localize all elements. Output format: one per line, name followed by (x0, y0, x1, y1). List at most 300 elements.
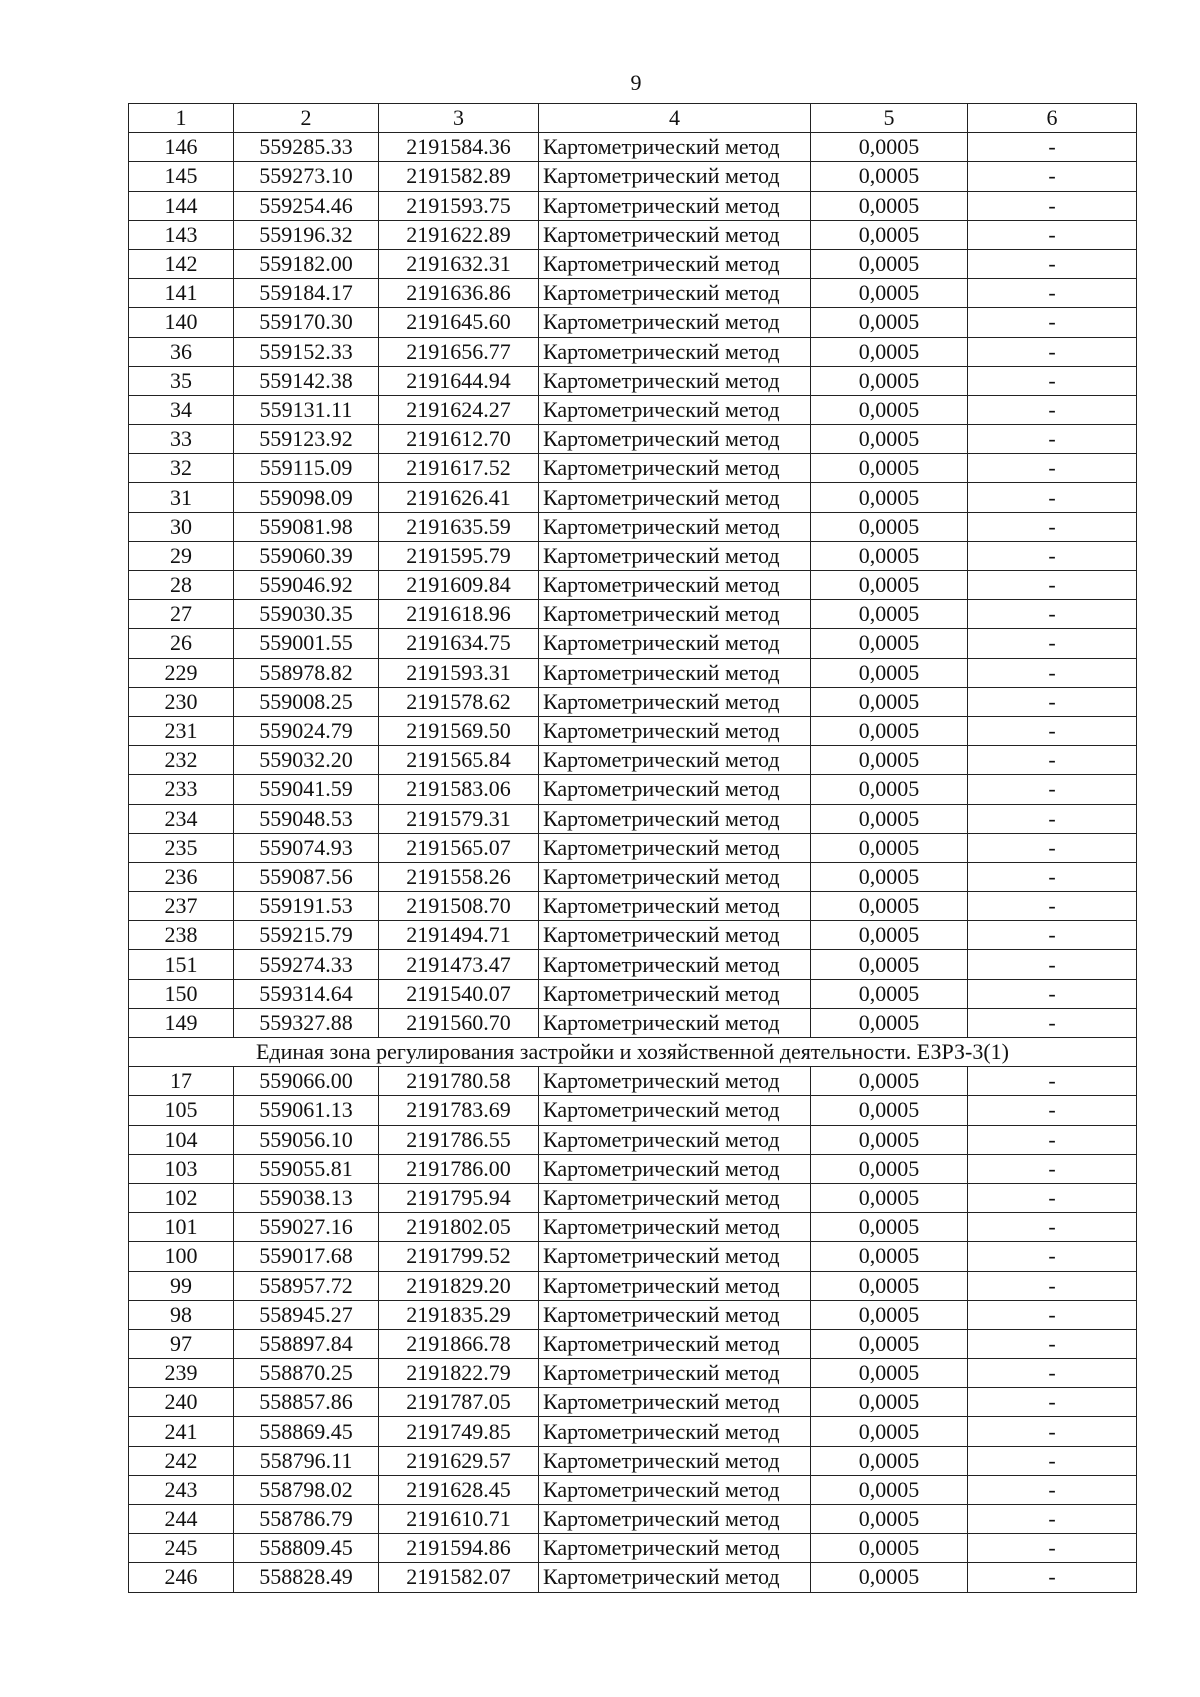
table-row (129, 862, 1137, 891)
note-cell: - (968, 483, 1137, 512)
accuracy-cell: 0,0005 (811, 395, 968, 424)
point-number-cell: 242 (129, 1446, 234, 1475)
table-row (129, 1505, 1137, 1534)
note-cell: - (968, 1154, 1137, 1183)
table-row (129, 1125, 1137, 1154)
method-cell: Картометрический метод (539, 571, 811, 600)
point-number-cell: 238 (129, 921, 234, 950)
accuracy-cell: 0,0005 (811, 950, 968, 979)
coordinate-y-cell: 2191656.77 (379, 337, 539, 366)
note-cell: - (968, 1183, 1137, 1212)
table-row (129, 629, 1137, 658)
coordinate-y-cell: 2191508.70 (379, 892, 539, 921)
point-number-cell: 17 (129, 1067, 234, 1096)
note-cell: - (968, 746, 1137, 775)
point-number-cell: 97 (129, 1329, 234, 1358)
point-number-cell: 231 (129, 716, 234, 745)
accuracy-cell: 0,0005 (811, 279, 968, 308)
coordinate-y-cell: 2191565.07 (379, 833, 539, 862)
note-cell: - (968, 1417, 1137, 1446)
note-cell: - (968, 833, 1137, 862)
method-cell: Картометрический метод (539, 279, 811, 308)
method-cell: Картометрический метод (539, 1359, 811, 1388)
coordinate-x-cell: 558870.25 (234, 1359, 379, 1388)
coordinate-y-cell: 2191584.36 (379, 133, 539, 162)
table-row (129, 804, 1137, 833)
point-number-cell: 28 (129, 571, 234, 600)
point-number-cell: 244 (129, 1505, 234, 1534)
coordinate-x-cell: 559017.68 (234, 1242, 379, 1271)
method-cell: Картометрический метод (539, 775, 811, 804)
note-cell: - (968, 1329, 1137, 1358)
point-number-cell: 34 (129, 395, 234, 424)
table-row (129, 1388, 1137, 1417)
point-number-cell: 32 (129, 454, 234, 483)
point-number-cell: 105 (129, 1096, 234, 1125)
accuracy-cell: 0,0005 (811, 571, 968, 600)
coordinate-x-cell: 559056.10 (234, 1125, 379, 1154)
coordinate-x-cell: 559055.81 (234, 1154, 379, 1183)
note-cell: - (968, 337, 1137, 366)
accuracy-cell: 0,0005 (811, 1534, 968, 1563)
table-row (129, 1067, 1137, 1096)
table-row (129, 454, 1137, 483)
coordinate-x-cell: 558857.86 (234, 1388, 379, 1417)
coordinate-y-cell: 2191618.96 (379, 600, 539, 629)
note-cell: - (968, 716, 1137, 745)
coordinate-y-cell: 2191632.31 (379, 249, 539, 278)
method-cell: Картометрический метод (539, 1213, 811, 1242)
accuracy-cell: 0,0005 (811, 1154, 968, 1183)
column-header: 4 (539, 104, 811, 133)
accuracy-cell: 0,0005 (811, 249, 968, 278)
accuracy-cell: 0,0005 (811, 892, 968, 921)
point-number-cell: 140 (129, 308, 234, 337)
point-number-cell: 151 (129, 950, 234, 979)
note-cell: - (968, 1008, 1137, 1037)
point-number-cell: 141 (129, 279, 234, 308)
coordinate-x-cell: 559066.00 (234, 1067, 379, 1096)
coordinate-y-cell: 2191799.52 (379, 1242, 539, 1271)
coordinate-y-cell: 2191595.79 (379, 541, 539, 570)
note-cell: - (968, 220, 1137, 249)
accuracy-cell: 0,0005 (811, 862, 968, 891)
coordinate-y-cell: 2191780.58 (379, 1067, 539, 1096)
point-number-cell: 29 (129, 541, 234, 570)
table-row (129, 1300, 1137, 1329)
table-row (129, 1417, 1137, 1446)
table-row (129, 308, 1137, 337)
note-cell: - (968, 571, 1137, 600)
method-cell: Картометрический метод (539, 804, 811, 833)
accuracy-cell: 0,0005 (811, 833, 968, 862)
method-cell: Картометрический метод (539, 629, 811, 658)
method-cell: Картометрический метод (539, 1154, 811, 1183)
table-row (129, 1446, 1137, 1475)
point-number-cell: 245 (129, 1534, 234, 1563)
method-cell: Картометрический метод (539, 979, 811, 1008)
table-row (129, 541, 1137, 570)
method-cell: Картометрический метод (539, 366, 811, 395)
note-cell: - (968, 1388, 1137, 1417)
point-number-cell: 98 (129, 1300, 234, 1329)
note-cell: - (968, 1067, 1137, 1096)
coordinate-y-cell: 2191558.26 (379, 862, 539, 891)
coordinate-y-cell: 2191829.20 (379, 1271, 539, 1300)
coordinate-y-cell: 2191822.79 (379, 1359, 539, 1388)
accuracy-cell: 0,0005 (811, 191, 968, 220)
table-row (129, 279, 1137, 308)
point-number-cell: 235 (129, 833, 234, 862)
accuracy-cell: 0,0005 (811, 1563, 968, 1592)
note-cell: - (968, 600, 1137, 629)
method-cell: Картометрический метод (539, 716, 811, 745)
point-number-cell: 144 (129, 191, 234, 220)
accuracy-cell: 0,0005 (811, 1359, 968, 1388)
method-cell: Картометрический метод (539, 1563, 811, 1592)
table-row (129, 1183, 1137, 1212)
point-number-cell: 102 (129, 1183, 234, 1212)
accuracy-cell: 0,0005 (811, 1271, 968, 1300)
coordinate-y-cell: 2191569.50 (379, 716, 539, 745)
method-cell: Картометрический метод (539, 1008, 811, 1037)
accuracy-cell: 0,0005 (811, 1096, 968, 1125)
table-row (129, 133, 1137, 162)
table-row (129, 1213, 1137, 1242)
method-cell: Картометрический метод (539, 1417, 811, 1446)
coordinate-y-cell: 2191609.84 (379, 571, 539, 600)
method-cell: Картометрический метод (539, 541, 811, 570)
point-number-cell: 99 (129, 1271, 234, 1300)
point-number-cell: 35 (129, 366, 234, 395)
coordinate-x-cell: 559041.59 (234, 775, 379, 804)
accuracy-cell: 0,0005 (811, 775, 968, 804)
coordinate-x-cell: 559027.16 (234, 1213, 379, 1242)
coordinate-x-cell: 559182.00 (234, 249, 379, 278)
coordinate-y-cell: 2191635.59 (379, 512, 539, 541)
table-row (129, 483, 1137, 512)
accuracy-cell: 0,0005 (811, 687, 968, 716)
coordinate-x-cell: 559274.33 (234, 950, 379, 979)
accuracy-cell: 0,0005 (811, 1125, 968, 1154)
accuracy-cell: 0,0005 (811, 1475, 968, 1504)
table-row (129, 395, 1137, 424)
coordinate-x-cell: 559098.09 (234, 483, 379, 512)
note-cell: - (968, 892, 1137, 921)
accuracy-cell: 0,0005 (811, 512, 968, 541)
coordinate-y-cell: 2191610.71 (379, 1505, 539, 1534)
table-row (129, 716, 1137, 745)
table-row (129, 950, 1137, 979)
coordinates-table (128, 103, 1137, 1593)
method-cell: Картометрический метод (539, 395, 811, 424)
accuracy-cell: 0,0005 (811, 133, 968, 162)
accuracy-cell: 0,0005 (811, 483, 968, 512)
method-cell: Картометрический метод (539, 1475, 811, 1504)
table-row (129, 191, 1137, 220)
point-number-cell: 241 (129, 1417, 234, 1446)
accuracy-cell: 0,0005 (811, 1446, 968, 1475)
method-cell: Картометрический метод (539, 892, 811, 921)
accuracy-cell: 0,0005 (811, 337, 968, 366)
method-cell: Картометрический метод (539, 1505, 811, 1534)
coordinate-x-cell: 558897.84 (234, 1329, 379, 1358)
method-cell: Картометрический метод (539, 220, 811, 249)
coordinate-y-cell: 2191636.86 (379, 279, 539, 308)
column-header: 5 (811, 104, 968, 133)
point-number-cell: 100 (129, 1242, 234, 1271)
coordinate-y-cell: 2191787.05 (379, 1388, 539, 1417)
coordinate-x-cell: 558978.82 (234, 658, 379, 687)
coordinate-y-cell: 2191494.71 (379, 921, 539, 950)
note-cell: - (968, 979, 1137, 1008)
table-row (129, 1271, 1137, 1300)
note-cell: - (968, 1096, 1137, 1125)
table-row (129, 1534, 1137, 1563)
coordinate-x-cell: 559115.09 (234, 454, 379, 483)
coordinate-x-cell: 559061.13 (234, 1096, 379, 1125)
point-number-cell: 239 (129, 1359, 234, 1388)
accuracy-cell: 0,0005 (811, 1505, 968, 1534)
note-cell: - (968, 133, 1137, 162)
coordinate-x-cell: 559074.93 (234, 833, 379, 862)
method-cell: Картометрический метод (539, 746, 811, 775)
table-row (129, 892, 1137, 921)
column-header: 3 (379, 104, 539, 133)
method-cell: Картометрический метод (539, 600, 811, 629)
accuracy-cell: 0,0005 (811, 1213, 968, 1242)
coordinate-y-cell: 2191540.07 (379, 979, 539, 1008)
accuracy-cell: 0,0005 (811, 979, 968, 1008)
coordinate-y-cell: 2191617.52 (379, 454, 539, 483)
coordinate-x-cell: 559060.39 (234, 541, 379, 570)
coordinate-x-cell: 559314.64 (234, 979, 379, 1008)
method-cell: Картометрический метод (539, 1388, 811, 1417)
point-number-cell: 142 (129, 249, 234, 278)
table-row (129, 571, 1137, 600)
accuracy-cell: 0,0005 (811, 220, 968, 249)
note-cell: - (968, 366, 1137, 395)
point-number-cell: 31 (129, 483, 234, 512)
note-cell: - (968, 921, 1137, 950)
table-row (129, 1008, 1137, 1037)
note-cell: - (968, 1300, 1137, 1329)
coordinate-y-cell: 2191634.75 (379, 629, 539, 658)
method-cell: Картометрический метод (539, 162, 811, 191)
coordinate-x-cell: 559032.20 (234, 746, 379, 775)
method-cell: Картометрический метод (539, 512, 811, 541)
table-row (129, 1563, 1137, 1592)
note-cell: - (968, 395, 1137, 424)
coordinate-y-cell: 2191835.29 (379, 1300, 539, 1329)
column-header: 6 (968, 104, 1137, 133)
accuracy-cell: 0,0005 (811, 1388, 968, 1417)
coordinate-y-cell: 2191802.05 (379, 1213, 539, 1242)
coordinate-x-cell: 559123.92 (234, 425, 379, 454)
method-cell: Картометрический метод (539, 308, 811, 337)
method-cell: Картометрический метод (539, 454, 811, 483)
note-cell: - (968, 1242, 1137, 1271)
table-row (129, 921, 1137, 950)
header-row (129, 104, 1137, 133)
coordinate-y-cell: 2191593.31 (379, 658, 539, 687)
method-cell: Картометрический метод (539, 921, 811, 950)
accuracy-cell: 0,0005 (811, 425, 968, 454)
accuracy-cell: 0,0005 (811, 600, 968, 629)
table-row (129, 746, 1137, 775)
table-row (129, 1154, 1137, 1183)
coordinate-x-cell: 559170.30 (234, 308, 379, 337)
point-number-cell: 240 (129, 1388, 234, 1417)
point-number-cell: 229 (129, 658, 234, 687)
coordinate-y-cell: 2191795.94 (379, 1183, 539, 1212)
section-title: Единая зона регулирования застройки и хозяйственной деятельности. ЕЗРЗ-3(1) (129, 1038, 1137, 1067)
coordinate-y-cell: 2191560.70 (379, 1008, 539, 1037)
coordinate-y-cell: 2191612.70 (379, 425, 539, 454)
method-cell: Картометрический метод (539, 862, 811, 891)
section-row (129, 1038, 1137, 1067)
accuracy-cell: 0,0005 (811, 162, 968, 191)
accuracy-cell: 0,0005 (811, 366, 968, 395)
accuracy-cell: 0,0005 (811, 921, 968, 950)
coordinate-x-cell: 559196.32 (234, 220, 379, 249)
coordinate-x-cell: 558945.27 (234, 1300, 379, 1329)
point-number-cell: 104 (129, 1125, 234, 1154)
table-row (129, 1329, 1137, 1358)
note-cell: - (968, 687, 1137, 716)
accuracy-cell: 0,0005 (811, 1417, 968, 1446)
coordinate-x-cell: 558796.11 (234, 1446, 379, 1475)
note-cell: - (968, 629, 1137, 658)
method-cell: Картометрический метод (539, 950, 811, 979)
note-cell: - (968, 775, 1137, 804)
coordinate-y-cell: 2191626.41 (379, 483, 539, 512)
point-number-cell: 26 (129, 629, 234, 658)
coordinate-x-cell: 559008.25 (234, 687, 379, 716)
coordinate-x-cell: 558786.79 (234, 1505, 379, 1534)
table-row (129, 658, 1137, 687)
table-row (129, 833, 1137, 862)
method-cell: Картометрический метод (539, 191, 811, 220)
method-cell: Картометрический метод (539, 133, 811, 162)
table-row (129, 512, 1137, 541)
accuracy-cell: 0,0005 (811, 541, 968, 570)
note-cell: - (968, 249, 1137, 278)
column-header: 1 (129, 104, 234, 133)
accuracy-cell: 0,0005 (811, 629, 968, 658)
coordinate-x-cell: 559254.46 (234, 191, 379, 220)
note-cell: - (968, 950, 1137, 979)
accuracy-cell: 0,0005 (811, 1329, 968, 1358)
table-row (129, 1359, 1137, 1388)
method-cell: Картометрический метод (539, 1446, 811, 1475)
coordinate-y-cell: 2191628.45 (379, 1475, 539, 1504)
coordinate-x-cell: 558869.45 (234, 1417, 379, 1446)
note-cell: - (968, 1359, 1137, 1388)
accuracy-cell: 0,0005 (811, 746, 968, 775)
column-header: 2 (234, 104, 379, 133)
coordinate-y-cell: 2191582.07 (379, 1563, 539, 1592)
point-number-cell: 232 (129, 746, 234, 775)
point-number-cell: 150 (129, 979, 234, 1008)
method-cell: Картометрический метод (539, 1067, 811, 1096)
point-number-cell: 236 (129, 862, 234, 891)
method-cell: Картометрический метод (539, 483, 811, 512)
coordinate-y-cell: 2191622.89 (379, 220, 539, 249)
table-row (129, 220, 1137, 249)
table-row (129, 687, 1137, 716)
coordinate-x-cell: 559215.79 (234, 921, 379, 950)
coordinate-y-cell: 2191786.00 (379, 1154, 539, 1183)
method-cell: Картометрический метод (539, 1242, 811, 1271)
method-cell: Картометрический метод (539, 337, 811, 366)
point-number-cell: 30 (129, 512, 234, 541)
coordinate-x-cell: 559001.55 (234, 629, 379, 658)
coordinate-y-cell: 2191473.47 (379, 950, 539, 979)
coordinate-x-cell: 559048.53 (234, 804, 379, 833)
point-number-cell: 36 (129, 337, 234, 366)
point-number-cell: 237 (129, 892, 234, 921)
coordinate-x-cell: 559030.35 (234, 600, 379, 629)
accuracy-cell: 0,0005 (811, 1008, 968, 1037)
accuracy-cell: 0,0005 (811, 454, 968, 483)
coordinate-y-cell: 2191583.06 (379, 775, 539, 804)
note-cell: - (968, 1446, 1137, 1475)
table-row (129, 1242, 1137, 1271)
coordinate-y-cell: 2191866.78 (379, 1329, 539, 1358)
table-row (129, 337, 1137, 366)
table-row (129, 366, 1137, 395)
coordinate-y-cell: 2191645.60 (379, 308, 539, 337)
table-row (129, 775, 1137, 804)
coordinate-y-cell: 2191629.57 (379, 1446, 539, 1475)
table-row (129, 162, 1137, 191)
coordinate-x-cell: 559024.79 (234, 716, 379, 745)
point-number-cell: 33 (129, 425, 234, 454)
note-cell: - (968, 279, 1137, 308)
note-cell: - (968, 308, 1137, 337)
note-cell: - (968, 658, 1137, 687)
coordinate-x-cell: 559273.10 (234, 162, 379, 191)
accuracy-cell: 0,0005 (811, 1183, 968, 1212)
method-cell: Картометрический метод (539, 658, 811, 687)
table-row (129, 425, 1137, 454)
coordinate-x-cell: 558798.02 (234, 1475, 379, 1504)
point-number-cell: 27 (129, 600, 234, 629)
point-number-cell: 234 (129, 804, 234, 833)
coordinate-y-cell: 2191582.89 (379, 162, 539, 191)
point-number-cell: 230 (129, 687, 234, 716)
accuracy-cell: 0,0005 (811, 658, 968, 687)
table-body (129, 104, 1137, 1593)
table-row (129, 1096, 1137, 1125)
note-cell: - (968, 191, 1137, 220)
note-cell: - (968, 1505, 1137, 1534)
note-cell: - (968, 425, 1137, 454)
coordinate-x-cell: 559152.33 (234, 337, 379, 366)
accuracy-cell: 0,0005 (811, 716, 968, 745)
note-cell: - (968, 862, 1137, 891)
note-cell: - (968, 1125, 1137, 1154)
method-cell: Картометрический метод (539, 1183, 811, 1212)
note-cell: - (968, 804, 1137, 833)
coordinate-y-cell: 2191786.55 (379, 1125, 539, 1154)
note-cell: - (968, 1213, 1137, 1242)
method-cell: Картометрический метод (539, 1125, 811, 1154)
coordinate-y-cell: 2191593.75 (379, 191, 539, 220)
note-cell: - (968, 541, 1137, 570)
point-number-cell: 143 (129, 220, 234, 249)
